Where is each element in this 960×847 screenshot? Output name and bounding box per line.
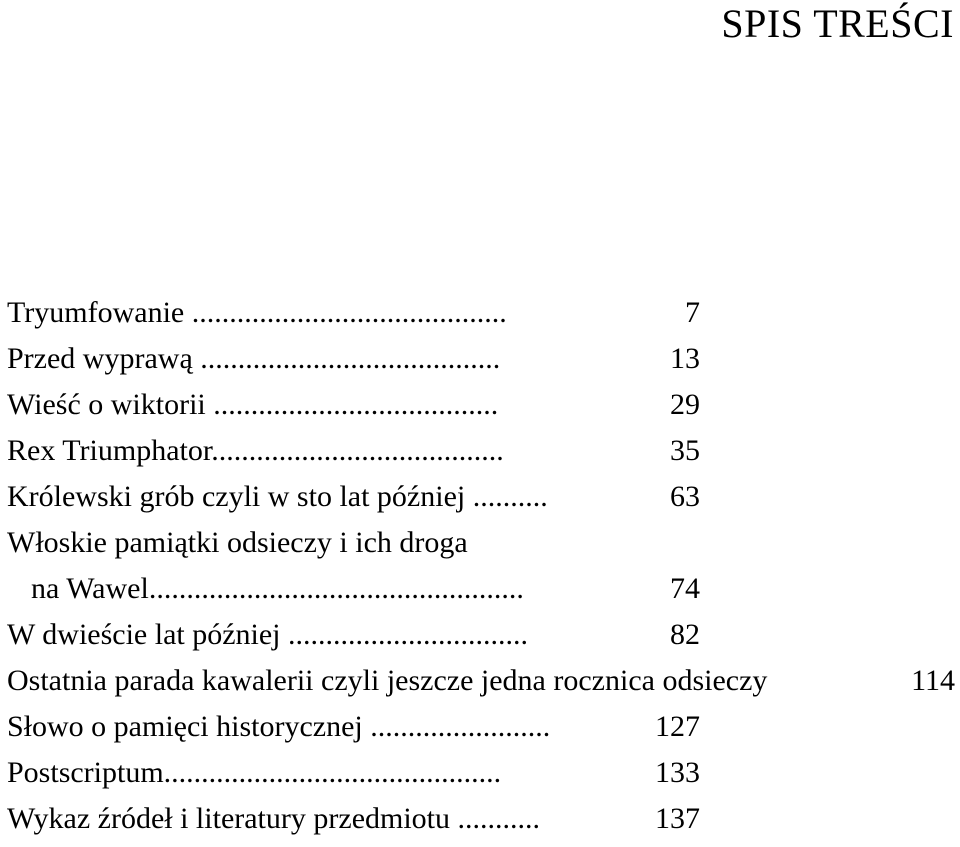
toc-entry-title: Tryumfowanie ..........................................	[7, 296, 507, 329]
toc-entry-column	[7, 337, 700, 383]
toc-entry-title: Królewski grób czyli w sto lat później ..........	[7, 480, 548, 513]
toc-entry[interactable]	[7, 429, 957, 475]
toc-entry-page: 63	[670, 480, 700, 513]
toc-entry-column	[7, 291, 700, 337]
toc-entry[interactable]	[7, 613, 957, 659]
toc-entry-page: 127	[655, 710, 700, 743]
toc-entry[interactable]	[7, 291, 957, 337]
toc-entry-column	[7, 521, 700, 567]
toc-entry[interactable]	[7, 705, 957, 751]
toc-entry[interactable]	[7, 659, 957, 705]
toc-entry-title: Ostatnia parada kawalerii czyli jeszcze jedna rocznica odsieczy	[7, 664, 768, 697]
toc-entry-page: 13	[670, 342, 700, 375]
toc-entry[interactable]	[7, 475, 957, 521]
toc-entry-column	[7, 383, 700, 429]
toc-entry-column	[7, 797, 700, 843]
toc-entry[interactable]	[7, 797, 957, 843]
toc-entry-title: na Wawel..................................................	[31, 572, 524, 605]
toc-entry[interactable]	[7, 521, 957, 567]
toc-entry-page: 74	[670, 572, 700, 605]
toc-entry-title: Słowo o pamięci historycznej ........................	[7, 710, 551, 743]
toc-entry-page: 35	[670, 434, 700, 467]
toc-entry[interactable]	[7, 751, 957, 797]
toc-entry[interactable]	[7, 567, 957, 613]
toc-entry-page: 114	[911, 664, 955, 697]
table-of-contents	[7, 291, 957, 843]
toc-entry-title: Wieść o wiktorii ......................................	[7, 388, 499, 421]
toc-entry-title: Rex Triumphator.......................................	[7, 434, 504, 467]
toc-entry[interactable]	[7, 383, 957, 429]
toc-entry-title: Wykaz źródeł i literatury przedmiotu ...........	[7, 802, 541, 835]
toc-entry-page: 7	[685, 296, 700, 329]
toc-entry-title: Włoskie pamiątki odsieczy i ich droga	[7, 526, 468, 559]
toc-entry-page: 133	[655, 756, 700, 789]
toc-entry-page: 29	[670, 388, 700, 421]
toc-entry-column	[7, 567, 700, 613]
toc-entry-column	[7, 429, 700, 475]
toc-entry-title: Przed wyprawą ........................................	[7, 342, 501, 375]
toc-entry-column	[7, 613, 700, 659]
toc-entry-page: 137	[655, 802, 700, 835]
toc-entry-page: 82	[670, 618, 700, 651]
page-title: SPIS TREŚCI	[721, 1, 954, 46]
toc-entry-column	[7, 475, 700, 521]
toc-entry-title: Postscriptum.............................................	[7, 756, 502, 789]
toc-entry-column	[7, 705, 700, 751]
toc-entry-title: W dwieście lat później ................................	[7, 618, 529, 651]
toc-entry-column	[7, 751, 700, 797]
toc-entry[interactable]	[7, 337, 957, 383]
